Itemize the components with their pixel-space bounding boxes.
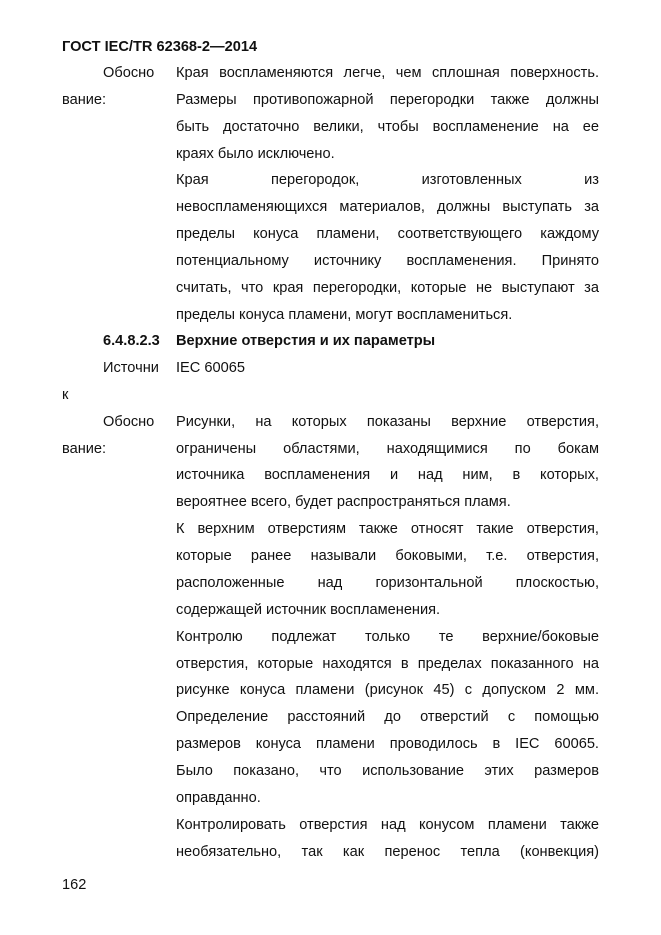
section-number: 6.4.8.2.3 bbox=[103, 333, 160, 349]
section-title: Верхние отверстия и их параметры bbox=[176, 333, 436, 349]
rationale-label: Обосно bbox=[103, 65, 155, 81]
text-line: необязательно, так как перенос тепла (конвекция) bbox=[176, 844, 599, 860]
text-line: источника воспламенения и над ним, в которых, bbox=[176, 467, 599, 483]
text-line: Края воспламеняются легче, чем сплошная поверхность. bbox=[176, 65, 599, 81]
document-header: ГОСТ IEC/TR 62368-2—2014 bbox=[62, 39, 258, 55]
rationale-label: Обосно bbox=[103, 414, 155, 430]
text-line: оправданно. bbox=[176, 790, 261, 806]
text-line: которые ранее называли боковыми, т.е. отверстия, bbox=[176, 548, 599, 564]
text-line: отверстия, которые находятся в пределах показанного на bbox=[176, 656, 599, 672]
text-line: краях было исключено. bbox=[176, 146, 335, 162]
text-line: пределы конуса пламени, соответствующего каждому bbox=[176, 226, 599, 242]
text-line: Края перегородок, изготовленных из bbox=[176, 172, 599, 188]
text-line: потенциальному источнику воспламенения. Принято bbox=[176, 253, 599, 269]
text-line: Определение расстояний до отверстий с помощью bbox=[176, 709, 599, 725]
text-line: содержащей источник воспламенения. bbox=[176, 602, 441, 618]
text-line: К верхним отверстиям также относят такие отверстия, bbox=[176, 521, 599, 537]
source-value: IEC 60065 bbox=[176, 360, 245, 376]
text-line: расположенные над горизонтальной плоскостью, bbox=[176, 575, 599, 591]
text-line: Контролировать отверстия над конусом пламени также bbox=[176, 817, 599, 833]
text-line: считать, что края перегородки, которые не выступают за bbox=[176, 280, 599, 296]
text-line: Рисунки, на которых показаны верхние отверстия, bbox=[176, 414, 599, 430]
page-number: 162 bbox=[62, 877, 87, 893]
text-line: ограничены областями, находящимися по бокам bbox=[176, 441, 599, 457]
text-line: Было показано, что использование этих размеров bbox=[176, 763, 599, 779]
text-line: Контролю подлежат только те верхние/боковые bbox=[176, 629, 599, 645]
text-line: Размеры противопожарной перегородки также должны bbox=[176, 92, 599, 108]
text-line: невоспламеняющихся материалов, должны выступать за bbox=[176, 199, 599, 215]
text-line: быть достаточно велики, чтобы воспламенение на ее bbox=[176, 119, 599, 135]
text-line: размеров конуса пламени проводилось в IEC 60065. bbox=[176, 736, 599, 752]
text-line: рисунке конуса пламени (рисунок 45) с допуском 2 мм. bbox=[176, 682, 599, 698]
source-label: Источни bbox=[103, 360, 159, 376]
rationale-label-cont: вание: bbox=[62, 92, 107, 108]
rationale-label-cont: вание: bbox=[62, 441, 107, 457]
source-label-cont: к bbox=[62, 387, 69, 403]
text-line: вероятнее всего, будет распространяться пламя. bbox=[176, 494, 511, 510]
text-line: пределы конуса пламени, могут воспламениться. bbox=[176, 307, 513, 323]
